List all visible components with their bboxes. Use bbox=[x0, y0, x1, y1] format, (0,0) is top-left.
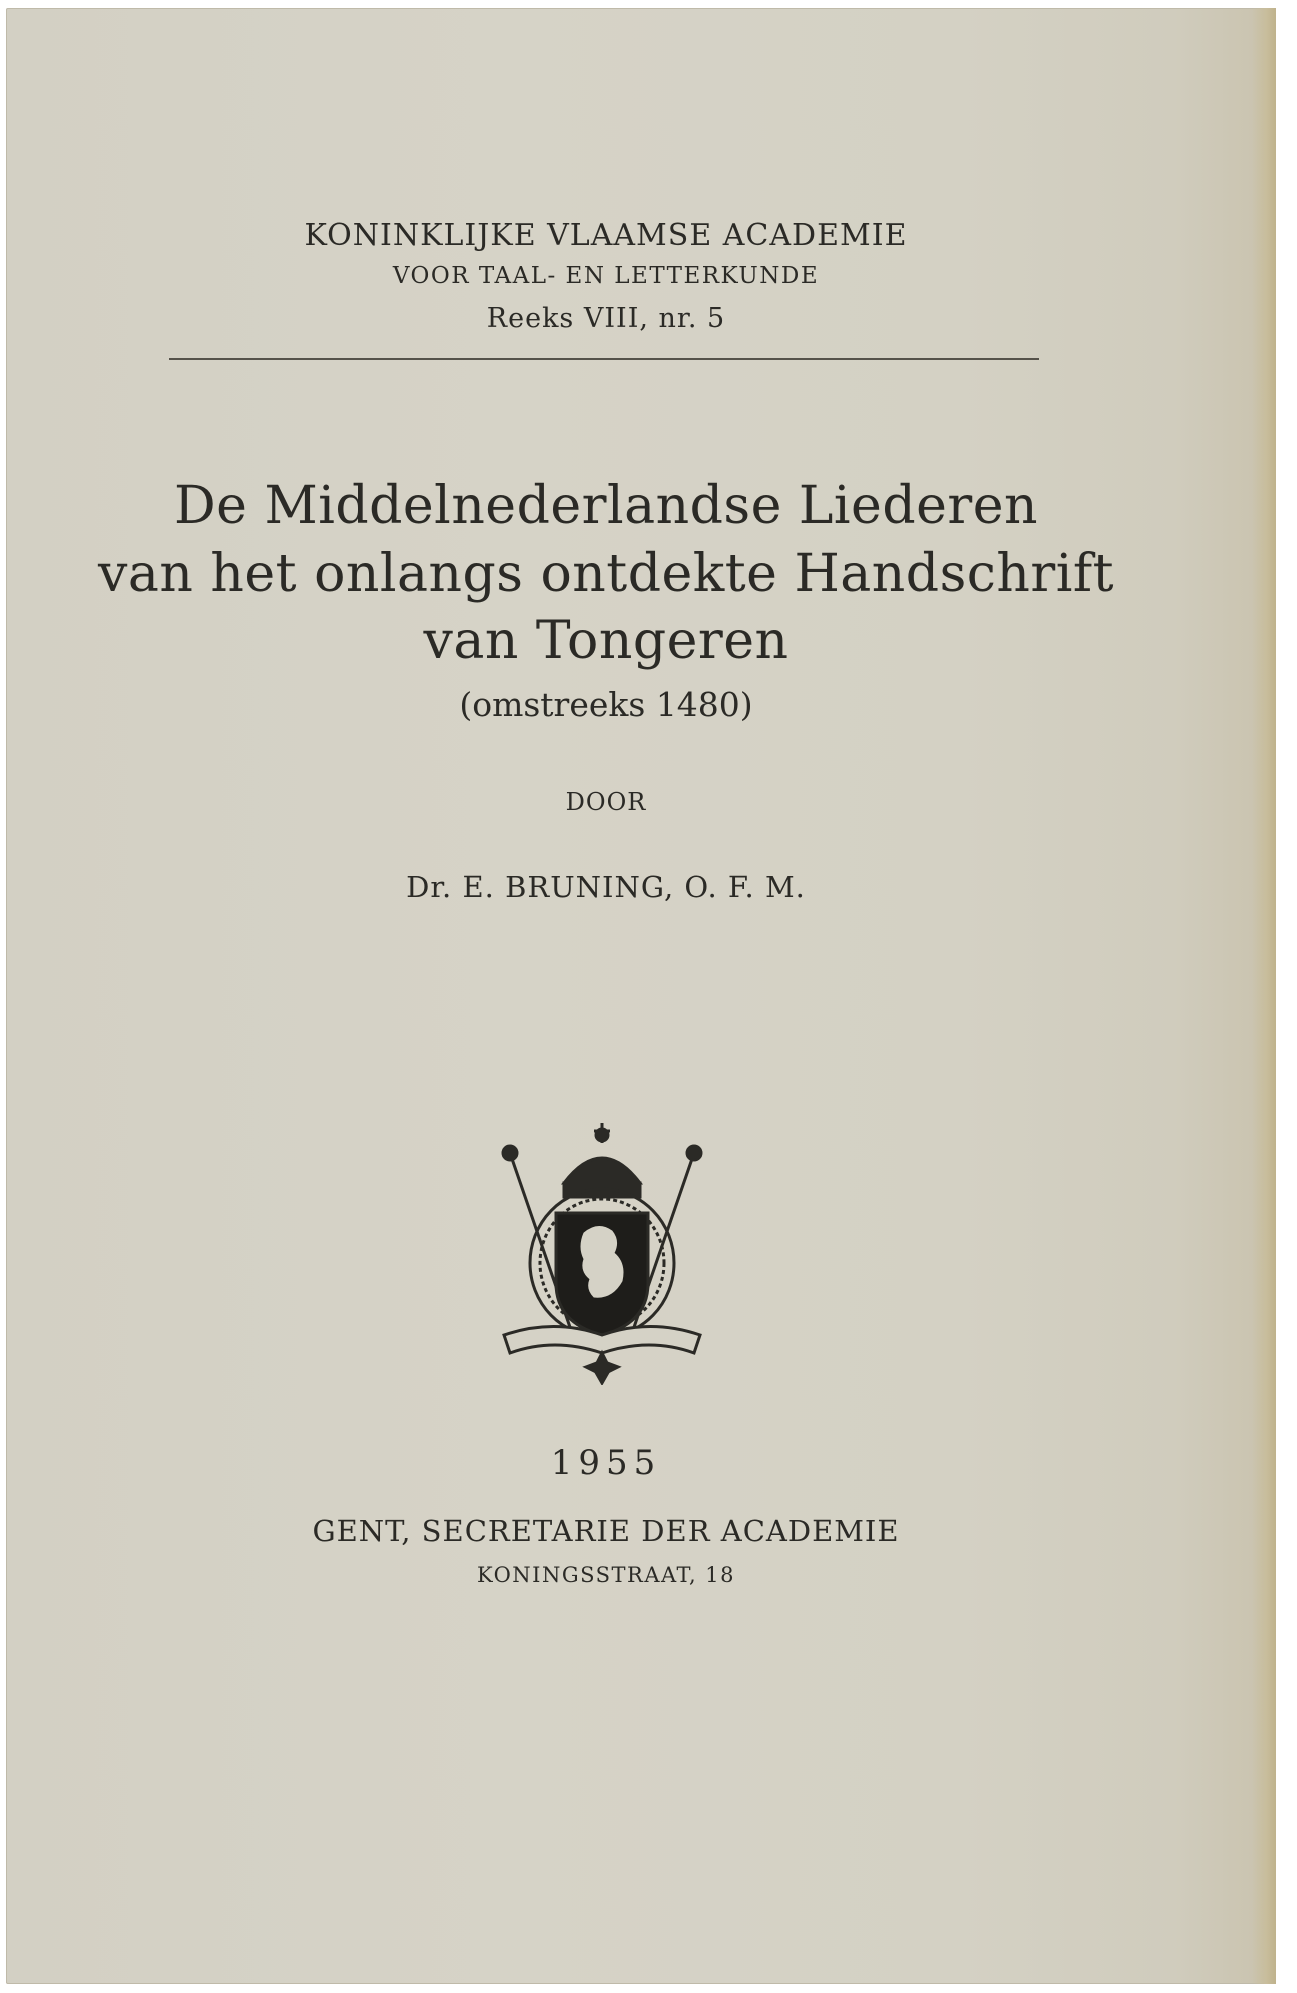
author-name: Dr. E. BRUNING, O. F. M. bbox=[406, 870, 806, 904]
date-subtitle: (omstreeks 1480) bbox=[459, 685, 753, 724]
by-label: DOOR bbox=[565, 788, 647, 816]
academy-name: KONINKLIJKE VLAAMSE ACADEMIE bbox=[304, 218, 908, 253]
book-title-line-1: De Middelnederlandse Liederen bbox=[173, 476, 1039, 536]
belgian-coat-of-arms-icon bbox=[494, 1113, 710, 1385]
publisher: GENT, SECRETARIE DER ACADEMIE bbox=[312, 1514, 900, 1548]
academy-subtitle: VOOR TAAL- EN LETTERKUNDE bbox=[392, 263, 820, 289]
page-edge bbox=[1252, 8, 1276, 1984]
publisher-address: KONINGSSTRAAT, 18 bbox=[476, 1563, 736, 1587]
series-number: Reeks VIII, nr. 5 bbox=[486, 303, 726, 334]
book-title-line-3: van Tongeren bbox=[423, 611, 789, 671]
book-title-line-2: van het onlangs ontdekte Handschrift bbox=[97, 544, 1115, 604]
publication-year: 1955 bbox=[550, 1443, 662, 1483]
divider bbox=[169, 358, 1039, 360]
book-cover bbox=[6, 8, 1276, 1984]
